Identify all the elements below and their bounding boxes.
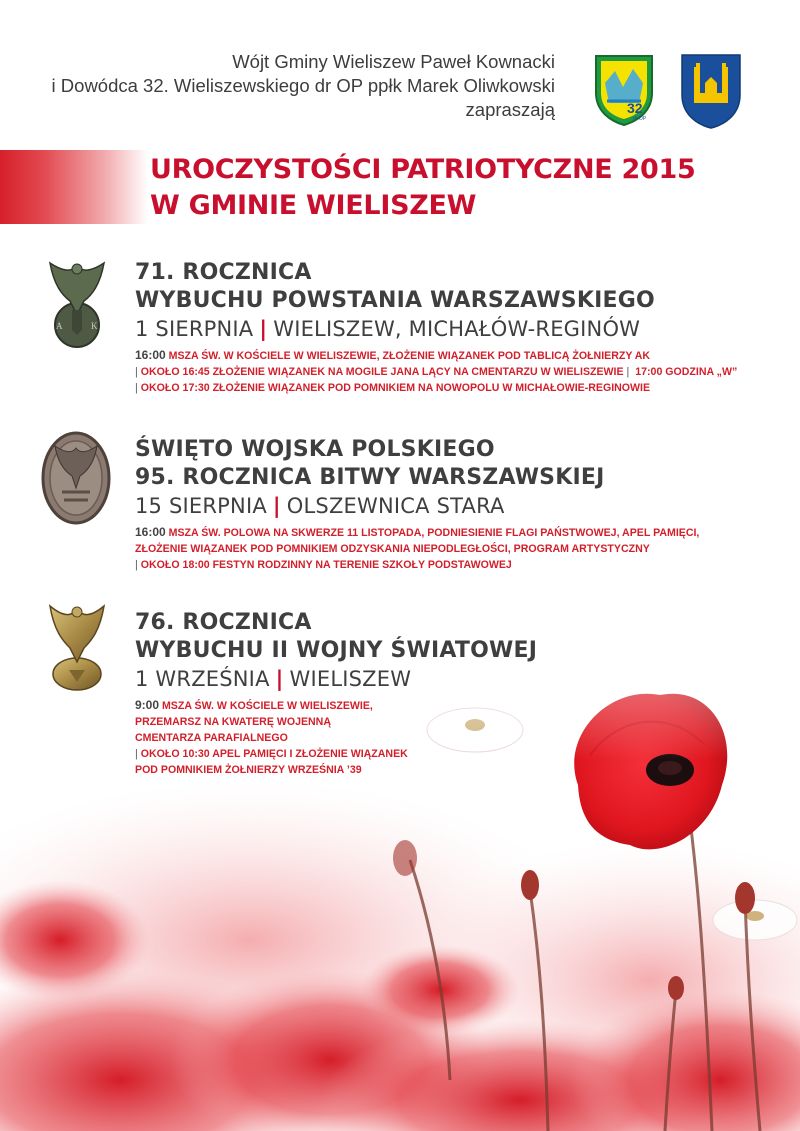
event-title-line-2: WYBUCHU II WOJNY ŚWIATOWEJ bbox=[135, 638, 538, 663]
schedule-line: MSZA ŚW. W KOŚCIELE W WIELISZEWIE, bbox=[161, 700, 373, 712]
event-polish-army-day bbox=[135, 436, 699, 573]
schedule-line: MSZA ŚW. W KOŚCIELE W WIELISZEWIE, ZŁOŻENIE WIĄZANEK POD TABLICĄ ŻOŁNIERZY AK bbox=[168, 350, 651, 362]
crest-subtext: dr OP bbox=[633, 116, 647, 122]
event-place: WIELISZEW bbox=[289, 667, 412, 691]
invitation-text bbox=[52, 50, 555, 122]
event-time: 16:00 bbox=[135, 525, 166, 539]
schedule-line: 17:00 GODZINA „W” bbox=[635, 366, 738, 378]
schedule-line: MSZA ŚW. POLOWA NA SKWERZE 11 LISTOPADA, PODNIESIENIE FLAGI PAŃSTWOWEJ, APEL PAMIĘCI, bbox=[168, 527, 700, 539]
event-date: 1 SIERPNIA bbox=[135, 317, 254, 341]
schedule-line: CMENTARZA PARAFIALNEGO bbox=[135, 732, 288, 744]
schedule-line: OKOŁO 18:00 FESTYN RODZINNY NA TERENIE SZKOŁY PODSTAWOWEJ bbox=[140, 559, 512, 571]
schedule-line: OKOŁO 16:45 ZŁOŻENIE WIĄZANEK NA MOGILE JANA LĄCY NA CMENTARZU W WIELISZEWIE bbox=[140, 366, 624, 378]
event-time: 9:00 bbox=[135, 698, 160, 712]
schedule-line: POD POMNIKIEM ŻOŁNIERZY WRZEŚNIA ’39 bbox=[135, 764, 362, 776]
event-title-line-1: 71. ROCZNICA bbox=[135, 260, 312, 285]
separator: | bbox=[275, 667, 284, 691]
event-date: 1 WRZEŚNIA bbox=[135, 667, 270, 691]
schedule-line: ZŁOŻENIE WIĄZANEK POD POMNIKIEM ODZYSKANIA NIEPODLEGŁOŚCI, PROGRAM ARTYSTYCZNY bbox=[135, 543, 650, 555]
event-place: WIELISZEW, MICHAŁÓW-REGINÓW bbox=[273, 317, 641, 341]
event-title-line-1: ŚWIĘTO WOJSKA POLSKIEGO bbox=[135, 437, 495, 462]
schedule-line: PRZEMARSZ NA KWATERĘ WOJENNĄ bbox=[135, 716, 331, 728]
event-ww2-anniversary bbox=[135, 609, 537, 778]
event-date-place bbox=[135, 315, 737, 343]
schedule-line: OKOŁO 10:30 APEL PAMIĘCI I ZŁOŻENIE WIĄZANEK bbox=[140, 748, 408, 760]
schedule-line: OKOŁO 17:30 ZŁOŻENIE WIĄZANEK POD POMNIKIEM NA NOWOPOLU W MICHAŁOWIE-REGINOWIE bbox=[140, 382, 651, 394]
event-schedule: 9:00 MSZA ŚW. W KOŚCIELE W WIELISZEWIE, PRZEMARSZ NA KWATERĘ WOJENNĄ CMENTARZA PARAFIALNEGO | OKOŁO 10:30 APEL PAMIĘCI I ZŁOŻENIE WIĄZANEK POD POMNIKIEM ŻOŁNIERZY WRZEŚNIA ’39 bbox=[135, 698, 408, 776]
event-place: OLSZEWNICA STARA bbox=[286, 494, 505, 518]
separator: | bbox=[259, 317, 268, 341]
event-date-place bbox=[135, 492, 699, 520]
gmina-coat-of-arms-icon bbox=[680, 53, 742, 129]
event-date-place bbox=[135, 665, 537, 693]
title-accent-band bbox=[0, 150, 148, 224]
golden-eagle-badge-icon bbox=[42, 600, 112, 696]
event-title-line-1: 76. ROCZNICA bbox=[135, 610, 312, 635]
crest-number: 32 bbox=[627, 100, 643, 116]
title-line-2: W GMINIE WIELISZEW bbox=[150, 190, 477, 221]
event-time: 16:00 bbox=[135, 348, 166, 362]
oval-eagle-medallion-icon bbox=[40, 430, 112, 526]
event-uprising-anniversary bbox=[135, 259, 737, 396]
event-schedule: 16:00 MSZA ŚW. W KOŚCIELE W WIELISZEWIE, ZŁOŻENIE WIĄZANEK POD TABLICĄ ŻOŁNIERZY AK | OKOŁO 16:45 ZŁOŻENIE WIĄZANEK NA MOGILE JANA LĄCY NA CMENTARZU W WIELISZEWIE | 17:00 GODZINA „W” | OKOŁO 17:30 ZŁOŻENIE WIĄZANEK POD POMNIKIEM NA NOWOPOLU W MICHAŁOWIE-REGINOWIE bbox=[135, 348, 738, 394]
ak-eagle-badge-icon bbox=[42, 255, 112, 351]
badge-letter-right: K bbox=[91, 321, 98, 331]
event-title-line-2: 95. ROCZNICA BITWY WARSZAWSKIEJ bbox=[135, 465, 605, 490]
event-title-line-2: WYBUCHU POWSTANIA WARSZAWSKIEGO bbox=[135, 288, 655, 313]
event-schedule: 16:00 MSZA ŚW. POLOWA NA SKWERZE 11 LISTOPADA, PODNIESIENIE FLAGI PAŃSTWOWEJ, APEL PAMIĘCI, ZŁOŻENIE WIĄZANEK POD POMNIKIEM ODZYSKANIA NIEPODLEGŁOŚCI, PROGRAM ARTYSTYCZNY | OKOŁO 18:00 FESTYN RODZINNY NA TERENIE SZKOŁY PODSTAWOWEJ bbox=[135, 525, 700, 571]
invitation-line-3: zapraszają bbox=[465, 99, 555, 120]
invitation-line-2: i Dowódca 32. Wieliszewskiego dr OP ppłk Marek Oliwkowski bbox=[51, 75, 555, 96]
title-line-1: UROCZYSTOŚCI PATRIOTYCZNE 2015 bbox=[150, 154, 696, 185]
invitation-line-1: Wójt Gminy Wieliszew Paweł Kownacki bbox=[232, 51, 555, 72]
event-date: 15 SIERPNIA bbox=[135, 494, 267, 518]
unit-crest-icon bbox=[593, 53, 655, 127]
separator: | bbox=[272, 494, 281, 518]
poster-title bbox=[150, 152, 695, 224]
badge-letter-left: A bbox=[56, 321, 63, 331]
